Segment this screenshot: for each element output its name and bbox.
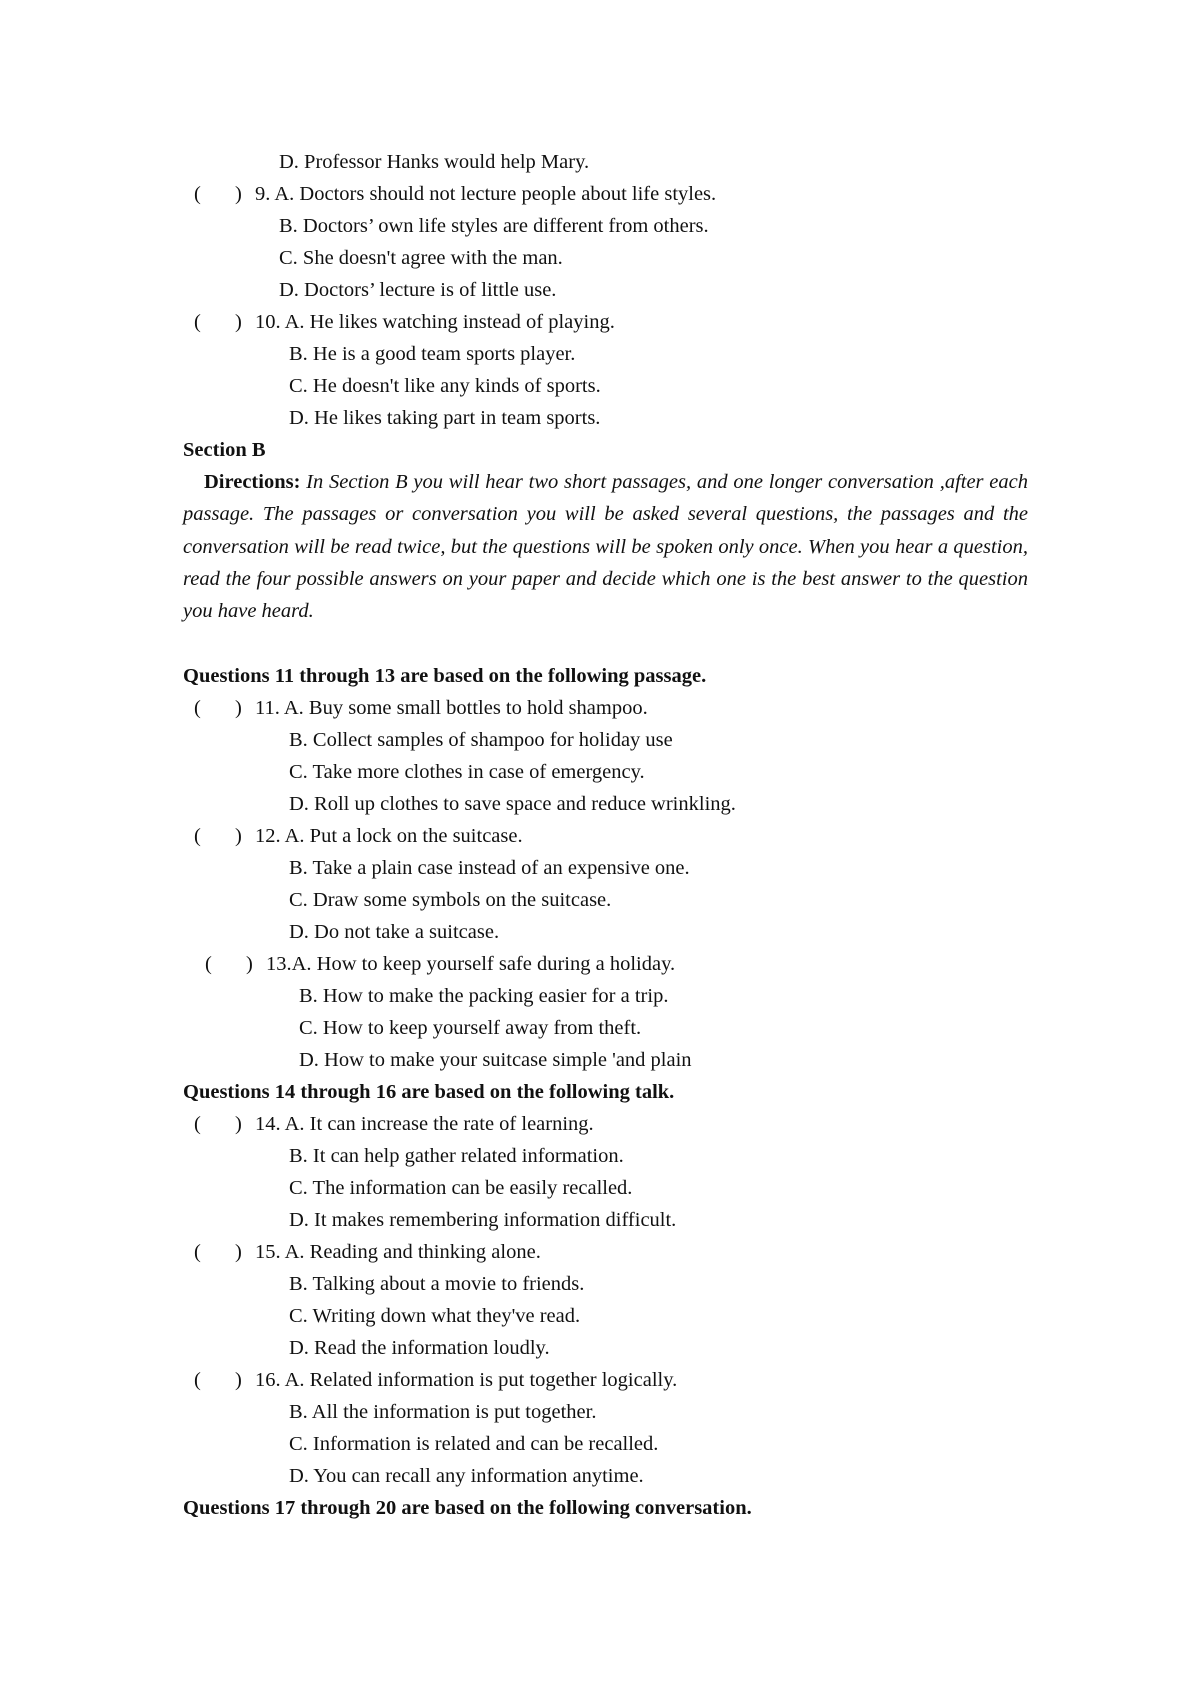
- group-17-20-heading: Questions 17 through 20 are based on the following conversation.: [183, 1497, 752, 1519]
- q12-option-d: D. Do not take a suitcase.: [289, 921, 500, 943]
- q9-answer-paren-open: (: [194, 183, 201, 205]
- directions-text: In Section B you will hear two short passages, and one longer conversation ,after each passage. The passages or conversation you will be asked several questions, the passages and the conversation will be read twice, but the questions will be spoken only once. When you hear a question, read the four possible answers on your paper and decide which one is the best answer to the question you have heard.: [183, 471, 1028, 623]
- q11-answer-paren-open: (: [194, 697, 201, 719]
- q10-option-b: B. He is a good team sports player.: [289, 343, 576, 365]
- section-b-directions: [183, 466, 1028, 627]
- q9-option-d: D. Doctors’ lecture is of little use.: [279, 279, 557, 301]
- q10-option-c: C. He doesn't like any kinds of sports.: [289, 375, 601, 397]
- q11-option-a: 11. A. Buy some small bottles to hold shampoo.: [255, 697, 648, 719]
- group-11-13-heading: Questions 11 through 13 are based on the following passage.: [183, 665, 707, 687]
- q16-option-b: B. All the information is put together.: [289, 1401, 597, 1423]
- q13-answer-paren-close: ): [246, 953, 253, 975]
- q14-option-c: C. The information can be easily recalled.: [289, 1177, 633, 1199]
- q15-option-d: D. Read the information loudly.: [289, 1337, 550, 1359]
- q10-answer-paren-open: (: [194, 311, 201, 333]
- directions-label: Directions:: [204, 471, 301, 493]
- q13-answer-paren-open: (: [205, 953, 212, 975]
- q15-option-b: B. Talking about a movie to friends.: [289, 1273, 585, 1295]
- q13-option-b: B. How to make the packing easier for a trip.: [299, 985, 669, 1007]
- q14-option-b: B. It can help gather related information.: [289, 1145, 624, 1167]
- q10-answer-paren-close: ): [235, 311, 242, 333]
- q9-option-c: C. She doesn't agree with the man.: [279, 247, 563, 269]
- q11-option-d: D. Roll up clothes to save space and reduce wrinkling.: [289, 793, 736, 815]
- q9-answer-paren-close: ): [235, 183, 242, 205]
- q13-option-a: 13.A. How to keep yourself safe during a holiday.: [266, 953, 676, 975]
- q12-option-c: C. Draw some symbols on the suitcase.: [289, 889, 612, 911]
- q13-option-d: D. How to make your suitcase simple 'and plain: [299, 1049, 692, 1071]
- q12-option-b: B. Take a plain case instead of an expensive one.: [289, 857, 690, 879]
- q14-option-d: D. It makes remembering information difficult.: [289, 1209, 677, 1231]
- q9-option-b: B. Doctors’ own life styles are different from others.: [279, 215, 709, 237]
- q14-option-a: 14. A. It can increase the rate of learning.: [255, 1113, 594, 1135]
- group-14-16-heading: Questions 14 through 16 are based on the following talk.: [183, 1081, 675, 1103]
- q15-option-a: 15. A. Reading and thinking alone.: [255, 1241, 541, 1263]
- q9-option-a: 9. A. Doctors should not lecture people about life styles.: [255, 183, 717, 205]
- q11-option-c: C. Take more clothes in case of emergency.: [289, 761, 645, 783]
- q8-option-d: D. Professor Hanks would help Mary.: [279, 151, 590, 173]
- q15-option-c: C. Writing down what they've read.: [289, 1305, 581, 1327]
- q13-option-c: C. How to keep yourself away from theft.: [299, 1017, 642, 1039]
- q12-answer-paren-close: ): [235, 825, 242, 847]
- q12-option-a: 12. A. Put a lock on the suitcase.: [255, 825, 523, 847]
- q12-answer-paren-open: (: [194, 825, 201, 847]
- section-b-heading: Section B: [183, 439, 266, 461]
- q15-answer-paren-open: (: [194, 1241, 201, 1263]
- q14-answer-paren-close: ): [235, 1113, 242, 1135]
- q16-option-d: D. You can recall any information anytime.: [289, 1465, 644, 1487]
- q14-answer-paren-open: (: [194, 1113, 201, 1135]
- q16-answer-paren-open: (: [194, 1369, 201, 1391]
- q16-option-c: C. Information is related and can be recalled.: [289, 1433, 659, 1455]
- q10-option-d: D. He likes taking part in team sports.: [289, 407, 601, 429]
- q16-option-a: 16. A. Related information is put together logically.: [255, 1369, 678, 1391]
- q10-option-a: 10. A. He likes watching instead of playing.: [255, 311, 615, 333]
- q15-answer-paren-close: ): [235, 1241, 242, 1263]
- q11-option-b: B. Collect samples of shampoo for holiday use: [289, 729, 673, 751]
- q16-answer-paren-close: ): [235, 1369, 242, 1391]
- q11-answer-paren-close: ): [235, 697, 242, 719]
